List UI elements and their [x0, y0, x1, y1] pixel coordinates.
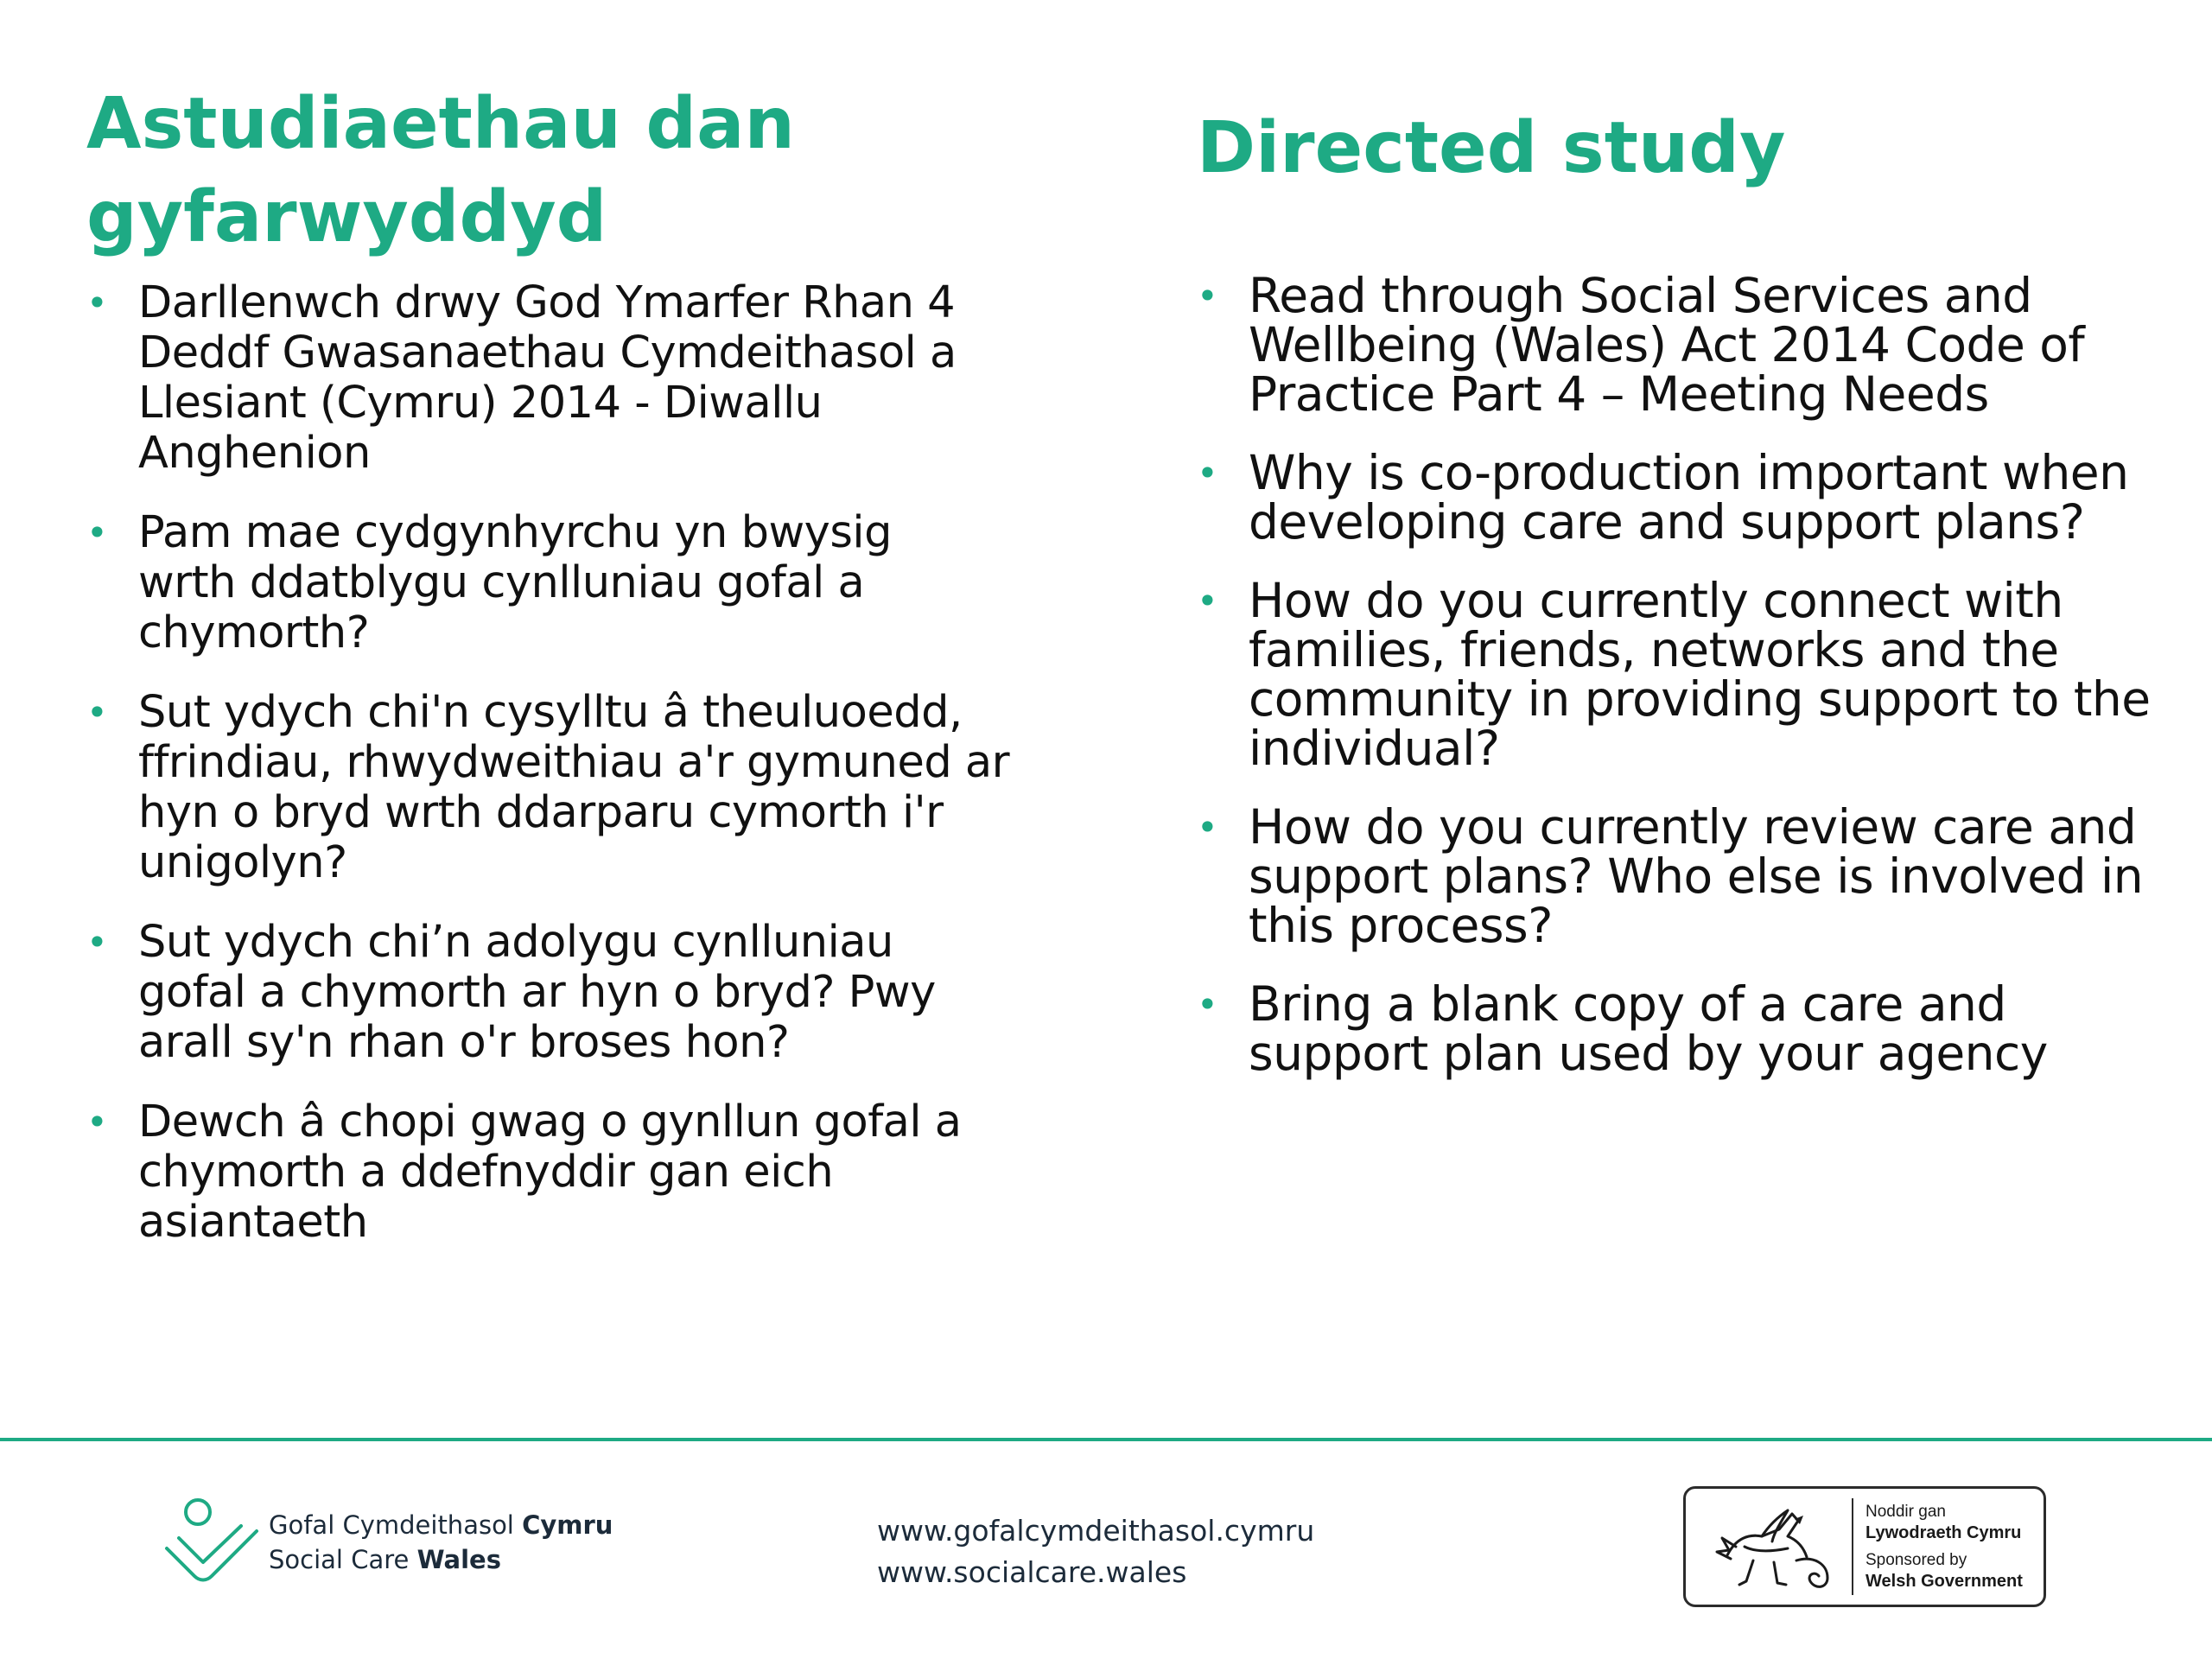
welsh-title [86, 78, 950, 264]
footer-urls [877, 1510, 1314, 1593]
welsh-bullet-2: • Pam mae cydgynhyrchu yn bwysig wrth ddatblygu cynlluniau gofal a chymorth? [86, 508, 968, 658]
english-bullet-3: • How do you currently connect with families, friends, networks and the community in providing support to the individual? [1197, 576, 2164, 773]
welsh-bullet-1: • Darllenwch drwy God Ymarfer Rhan 4 Deddf Gwasanaethau Cymdeithasol a Llesiant (Cymru) 2014 - Diwallu Anghenion [86, 278, 968, 479]
english-bullet-1: • Read through Social Services and Wellbeing (Wales) Act 2014 Code of Practice Part 4 – Meeting Needs [1197, 271, 2164, 419]
sponsor-welsh-label: Noddir gan [1866, 1503, 1946, 1521]
english-bullet-list [1197, 268, 2164, 1081]
welsh-bullet-4: • Sut ydych chi’n adolygu cynlluniau gofal a chymorth ar hyn o bryd? Pwy arall sy'n rhan o'r broses hon? [86, 918, 985, 1068]
url-welsh[interactable]: www.gofalcymdeithasol.cymru [877, 1514, 1315, 1548]
social-care-wales-logo [160, 1495, 613, 1590]
logo-english-regular: Social Care [269, 1545, 417, 1574]
social-care-wales-icon [160, 1495, 264, 1590]
english-bullet-5: • Bring a blank copy of a care and support plan used by your agency [1197, 980, 2164, 1078]
url-english[interactable]: www.socialcare.wales [877, 1555, 1187, 1589]
logo-text [269, 1508, 613, 1577]
welsh-government-badge [1683, 1486, 2046, 1607]
footer-divider [0, 1438, 2212, 1441]
welsh-dragon-icon [1701, 1495, 1848, 1599]
welsh-bullet-list [86, 277, 1010, 1248]
welsh-bullet-5: • Dewch â chopi gwag o gynllun gofal a chymorth a ddefnyddir gan eich asiantaeth [86, 1097, 1002, 1248]
welsh-bullet-3: • Sut ydych chi'n cysylltu â theuluoedd, ffrindiau, rhwydweithiau a'r gymuned ar hyn o bryd wrth ddarparu cymorth i'r unigolyn? [86, 688, 1011, 888]
logo-text-english [269, 1542, 613, 1577]
welsh-title-line1: Astudiaethau dan [86, 83, 795, 165]
logo-welsh-regular: Gofal Cymdeithasol [269, 1510, 523, 1540]
english-title: Directed study [1197, 107, 1786, 189]
english-column [1197, 102, 2164, 1108]
sponsor-welsh-name: Lywodraeth Cymru [1866, 1523, 2022, 1542]
badge-divider [1852, 1498, 1853, 1595]
english-bullet-2: • Why is co-production important when developing care and support plans? [1197, 448, 2164, 547]
sponsor-english-name: Welsh Government [1866, 1572, 2023, 1591]
logo-text-welsh [269, 1508, 613, 1542]
sponsor-english-label: Sponsored by [1866, 1551, 1967, 1569]
english-bullet-4: • How do you currently review care and support plans? Who else is involved in this process? [1197, 803, 2164, 950]
welsh-column [86, 78, 1010, 1277]
sponsor-text [1866, 1501, 2023, 1592]
welsh-title-line2: gyfarwyddyd [86, 176, 607, 258]
logo-welsh-bold: Cymru [522, 1510, 613, 1540]
logo-english-bold: Wales [416, 1545, 501, 1574]
